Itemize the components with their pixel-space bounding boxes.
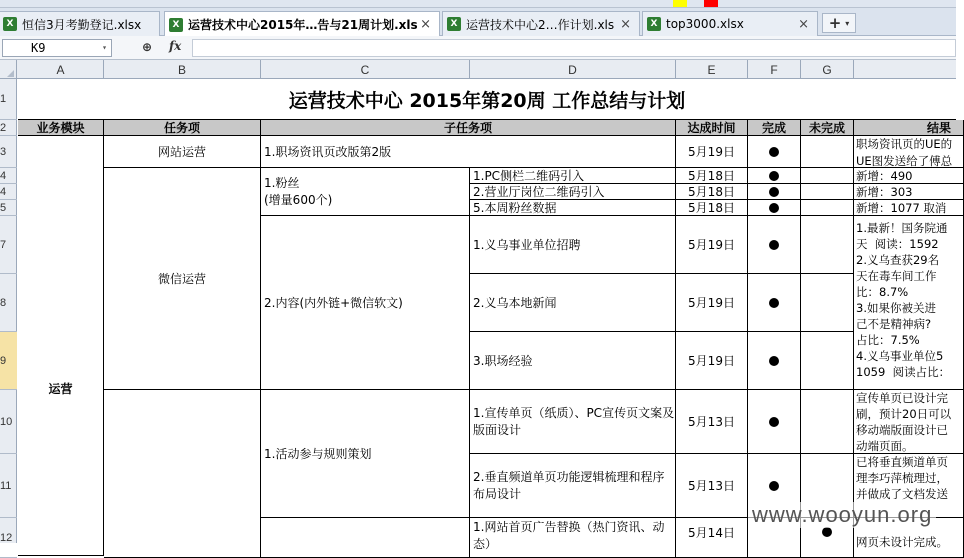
cell-detail-r11[interactable]: 2.垂直频道单页功能逻辑梳理和程序布局设计 — [470, 454, 676, 518]
chevron-down-icon[interactable]: ▾ — [845, 18, 850, 28]
cell-result-r4a[interactable]: 新增：490 — [854, 168, 964, 184]
cell-undone-r5[interactable] — [801, 200, 854, 216]
sheet-title[interactable]: 运营技术中心 2015年第20周 工作总结与计划 — [18, 79, 956, 120]
cell-result-r12[interactable]: 网页未设计完成。 — [854, 518, 964, 558]
cell-subtask-r12[interactable] — [261, 518, 470, 558]
cell-task-website[interactable]: 网站运营 — [104, 136, 261, 168]
row-header-3[interactable]: 3 — [0, 136, 17, 168]
cell-done-r10[interactable] — [748, 390, 801, 454]
cell-subtask-content[interactable]: 2.内容(内外链+微信软文) — [261, 216, 470, 390]
header-undone[interactable]: 未完成 — [801, 120, 854, 136]
row-header-8[interactable]: 8 — [0, 274, 17, 332]
cell-done-r4b[interactable] — [748, 184, 801, 200]
cell-detail-r5[interactable]: 5.本周粉丝数据 — [470, 200, 676, 216]
cell-date-r4b[interactable]: 5月18日 — [676, 184, 748, 200]
cell-date-r3[interactable]: 5月19日 — [676, 136, 748, 168]
cell-result-r10[interactable]: 宣传单页已设计完 刷，预计20日可以 移动端版面设计已 动端页面。 — [854, 390, 964, 454]
tab-work-plan[interactable] — [442, 11, 640, 36]
cell-undone-r7[interactable] — [801, 216, 854, 274]
excel-icon: X — [169, 18, 183, 32]
column-header — [0, 60, 956, 79]
cell-date-r11[interactable]: 5月13日 — [676, 454, 748, 518]
cell-date-r8[interactable]: 5月19日 — [676, 274, 748, 332]
cell-undone-r9[interactable] — [801, 332, 854, 390]
row-header-10[interactable]: 10 — [0, 390, 17, 454]
cell-subtask-activity[interactable]: 1.活动参与规则策划 — [261, 390, 470, 518]
column-header-e[interactable]: E — [676, 60, 748, 79]
select-all-corner[interactable] — [0, 60, 17, 79]
cell-date-r9[interactable]: 5月19日 — [676, 332, 748, 390]
cell-result-r11[interactable]: 已将垂直频道单页 理李巧萍梳理过， 并做成了文档发送 — [854, 454, 964, 518]
module-label: 运营 — [48, 382, 73, 396]
cell-subtask-fans[interactable]: 1.粉丝 (增量600个) — [261, 168, 470, 216]
cell-result-r3[interactable]: 职场资讯页的UE的 UE图发送给了傅总 — [854, 136, 964, 168]
close-icon[interactable]: × — [798, 16, 809, 32]
tab-label: 恒信3月考勤登记.xlsx — [22, 17, 142, 32]
cell-result-content[interactable]: 1.最新！国务院通 天 阅读：1592 2.义乌查获29名 天在毒车间工作 比：8.7% 3.如果你被关进 己不是精神病? 占比：7.5% 4.义乌事业单位5 1059 阅读占比： — [854, 216, 964, 390]
column-header-a[interactable]: A — [18, 60, 104, 79]
cell-task-empty[interactable] — [104, 390, 261, 558]
tab-label: 运营技术中心2…作计划.xls — [466, 17, 615, 32]
done-dot-icon — [769, 481, 779, 491]
function-icon[interactable]: fx — [169, 39, 182, 53]
toolbar-color-swatch-red[interactable] — [704, 0, 718, 7]
close-icon[interactable]: × — [620, 16, 631, 32]
cell-module-ops[interactable] — [18, 136, 104, 556]
cell-detail-r8[interactable]: 2.义乌本地新闻 — [470, 274, 676, 332]
name-box[interactable] — [2, 39, 112, 57]
cell-date-r5[interactable]: 5月18日 — [676, 200, 748, 216]
cell-date-r10[interactable]: 5月13日 — [676, 390, 748, 454]
column-header-f[interactable]: F — [748, 60, 801, 79]
cell-done-r7[interactable] — [748, 216, 801, 274]
header-module[interactable]: 业务模块 — [18, 120, 104, 136]
done-dot-icon — [769, 187, 779, 197]
done-dot-icon — [769, 203, 779, 213]
row-header-5[interactable]: 5 — [0, 200, 17, 216]
cell-undone-r10[interactable] — [801, 390, 854, 454]
done-dot-icon — [769, 417, 779, 427]
cell-done-r8[interactable] — [748, 274, 801, 332]
cell-done-r5[interactable] — [748, 200, 801, 216]
cell-result-r4b[interactable]: 新增：303 — [854, 184, 964, 200]
zoom-icon[interactable]: ⊕ — [142, 40, 153, 54]
cell-detail-r4b[interactable]: 2.营业厅岗位二维码引入 — [470, 184, 676, 200]
excel-icon: X — [647, 17, 661, 31]
row-header-4b[interactable]: 4 — [0, 184, 17, 200]
cell-result-r5[interactable]: 新增：1077 取消 — [854, 200, 964, 216]
tab-weekly-report[interactable] — [164, 11, 440, 37]
done-dot-icon — [769, 147, 779, 157]
tab-label: 运营技术中心2015年…告与21周计划.xls — [188, 18, 418, 32]
header-subtask[interactable]: 子任务项 — [261, 120, 676, 136]
formula-bar — [0, 36, 956, 60]
cell-detail-r7[interactable]: 1.义乌事业单位招聘 — [470, 216, 676, 274]
row-header-11[interactable]: 11 — [0, 454, 17, 518]
add-tab-button[interactable] — [822, 13, 856, 33]
column-header-b[interactable]: B — [104, 60, 261, 79]
row-header-1[interactable]: 1 — [0, 79, 17, 120]
column-header-g[interactable]: G — [801, 60, 854, 79]
row-header-12[interactable]: 12 — [0, 518, 17, 558]
cell-undone-r3[interactable] — [801, 136, 854, 168]
cell-detail-r10[interactable]: 1.宣传单页（纸质）、PC宣传页文案及版面设计 — [470, 390, 676, 454]
tab-label: top3000.xlsx — [666, 17, 744, 31]
formula-input[interactable] — [192, 39, 956, 57]
row-header-2[interactable]: 2 — [0, 120, 17, 136]
row-header-4[interactable]: 4 — [0, 168, 17, 184]
cell-date-r7[interactable]: 5月19日 — [676, 216, 748, 274]
done-dot-icon — [769, 240, 779, 250]
undone-dot-icon — [822, 527, 832, 537]
tab-top3000[interactable] — [642, 11, 818, 36]
cell-detail-r12[interactable]: 1.网站首页广告替换（热门资讯、动态） — [470, 518, 676, 558]
row-header — [0, 79, 17, 543]
header-task[interactable]: 任务项 — [104, 120, 261, 136]
cell-detail-r9[interactable]: 3.职场经验 — [470, 332, 676, 390]
cell-task-wechat[interactable]: 微信运营 — [104, 168, 261, 390]
spreadsheet-grid — [18, 79, 956, 551]
close-icon[interactable]: × — [420, 17, 431, 32]
cell-detail-r4a[interactable]: 1.PC侧栏二维码引入 — [470, 168, 676, 184]
row-header-9[interactable]: 9 — [0, 332, 17, 390]
cell-date-r12[interactable]: 5月14日 — [676, 518, 748, 558]
done-dot-icon — [769, 171, 779, 181]
excel-icon: X — [447, 17, 461, 31]
header-done[interactable]: 完成 — [748, 120, 801, 136]
excel-icon: X — [3, 17, 17, 31]
cell-subtask-r3[interactable]: 1.职场资讯页改版第2版 — [261, 136, 676, 168]
cell-done-r4a[interactable] — [748, 168, 801, 184]
cell-done-r9[interactable] — [748, 332, 801, 390]
watermark: www.wooyun.org — [748, 502, 936, 528]
header-date[interactable]: 达成时间 — [676, 120, 748, 136]
tab-attendance[interactable] — [0, 11, 160, 36]
done-dot-icon — [769, 356, 779, 366]
done-dot-icon — [769, 298, 779, 308]
toolbar-color-swatch-yellow[interactable] — [673, 0, 687, 7]
cell-done-r3[interactable] — [748, 136, 801, 168]
header-result[interactable]: 结果 — [854, 120, 964, 136]
tab-bar — [0, 8, 956, 36]
column-header-c[interactable]: C — [261, 60, 470, 79]
name-box-value: K9 — [31, 41, 46, 55]
toolbar — [0, 0, 956, 8]
cell-undone-r4b[interactable] — [801, 184, 854, 200]
cell-undone-r4a[interactable] — [801, 168, 854, 184]
chevron-down-icon[interactable]: ▾ — [102, 43, 107, 52]
plus-icon: + — [828, 14, 842, 32]
cell-undone-r8[interactable] — [801, 274, 854, 332]
column-header-d[interactable]: D — [470, 60, 676, 79]
row-header-7[interactable]: 7 — [0, 216, 17, 274]
cell-date-r4a[interactable]: 5月18日 — [676, 168, 748, 184]
